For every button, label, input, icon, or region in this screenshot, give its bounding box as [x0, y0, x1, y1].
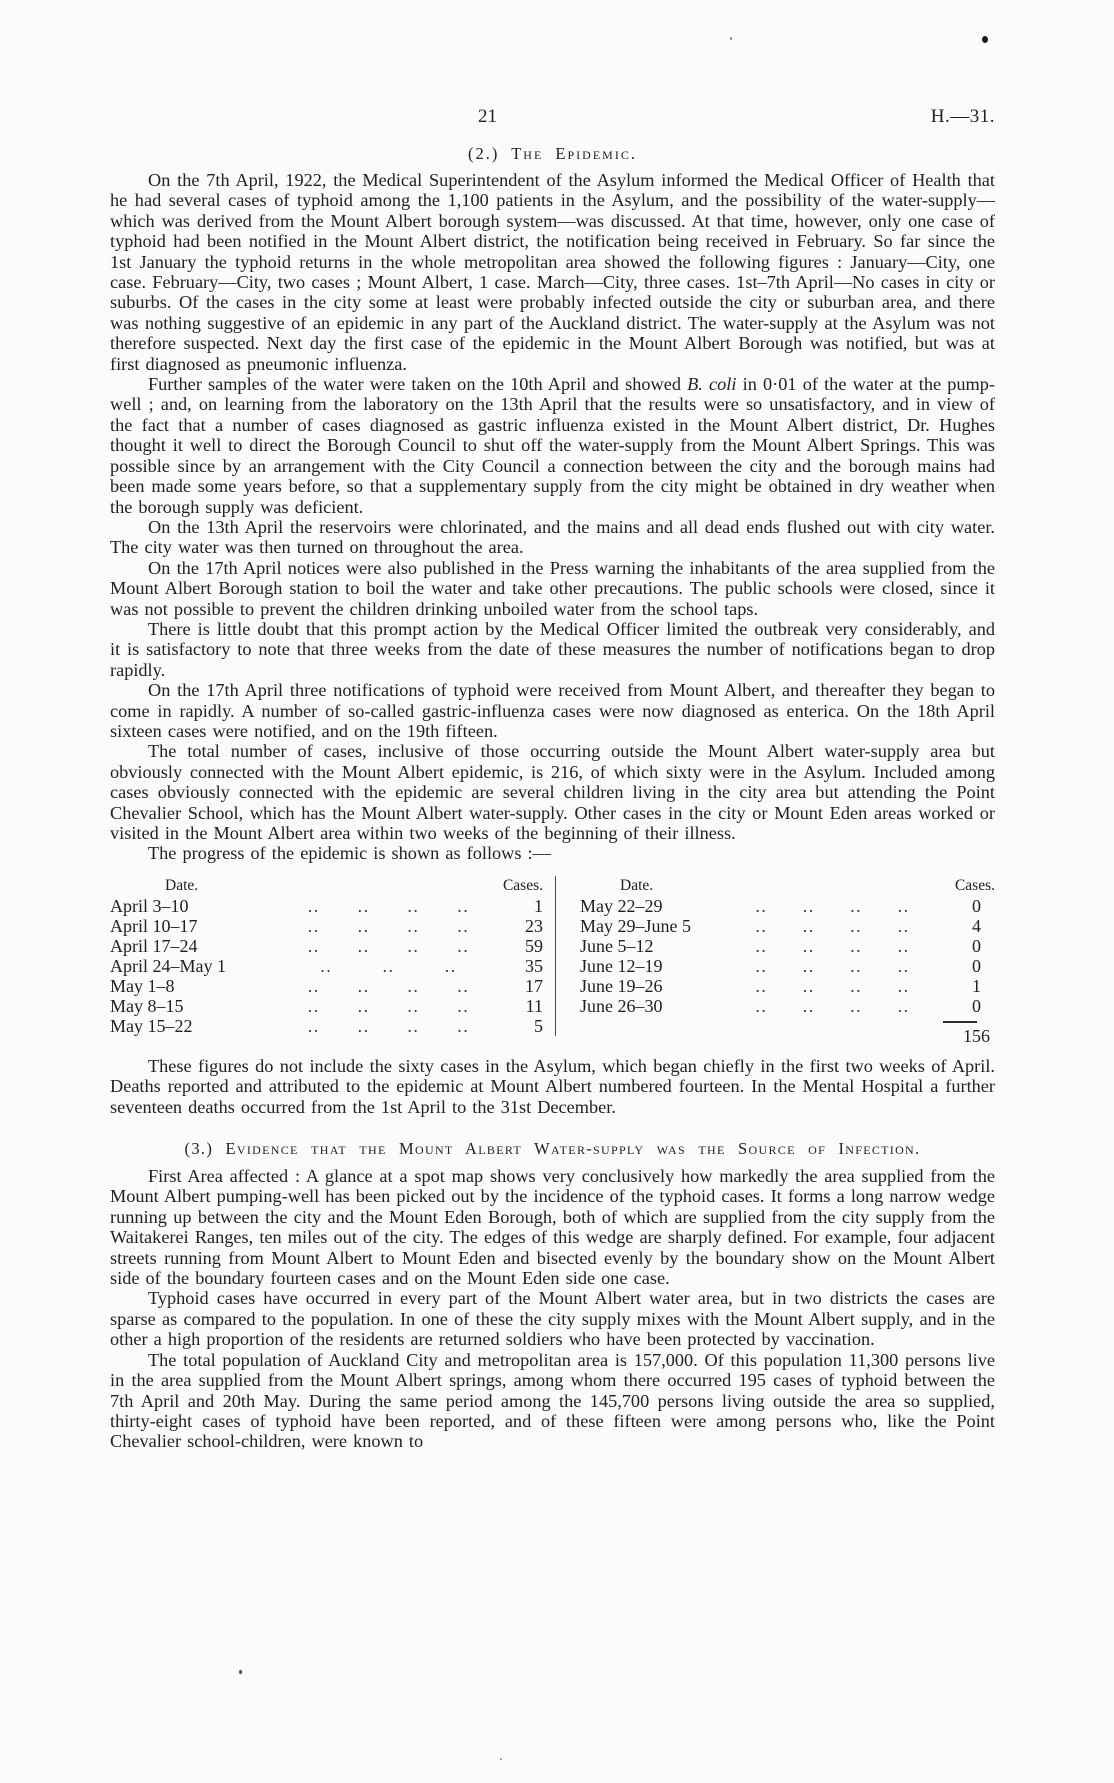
- paragraph-epidemic-1: On the 7th April, 1922, the Medical Superintendent of the Asylum informed the Medical Officer of Health that he had several cases of typhoid among the 1,100 patients in the Asylum, and the possibility of the water-supply—which was derived from the Mount Albert borough system—was discussed. At that time, however, only one case of typhoid had been notified in the Mount Albert district, the notification being received in February. So far since the 1st January the typhoid returns in the whole metropolitan area showed the following figures : January—City, one case. February—City, two cases ; Mount Albert, 1 case. March—City, three cases. 1st–7th April—No cases in city or suburbs. Of the cases in the city some at least were probably infected outside the city or suburban area, and there was nothing suggestive of an epidemic in any part of the Auckland district. The water-supply at the Asylum was not therefore suspected. Next day the first case of the epidemic in the Mount Albert Borough was notified, but was at first diagnosed as pneumonic influenza.: [110, 170, 995, 374]
- table-date: May 22–29: [580, 895, 663, 916]
- leader-dots: [270, 996, 507, 1016]
- leader-dots: [720, 956, 945, 976]
- paragraph-table-intro: The progress of the epidemic is shown as follows :—: [148, 843, 551, 864]
- table-cases: 4: [972, 915, 981, 936]
- paragraph-epidemic-2: [110, 374, 995, 517]
- table-row: [110, 916, 543, 936]
- leader-dots: [270, 936, 507, 956]
- table-cases: 1: [534, 895, 543, 916]
- section-2-heading: (2.) The Epidemic.: [468, 144, 637, 163]
- paragraph-text: in 0·01 of the water at the pump-well ; and, on learning from the laboratory on the 13th April that the results were so unsatisfactory, and in view of the fact that a number of cases diagnosed as gastric influenza existed in the Mount Albert district, Dr. Hughes thought it well to direct the Borough Council to shut off the water-supply from the Mount Albert Springs. This was possible since by an arrangement with the City Council a connection between the city and the borough mains had been made some years before, so that a supplementary supply from the city might be obtained in dry weather when the borough supply was deficient.: [110, 374, 995, 517]
- doc-reference: H.—31.: [930, 106, 995, 127]
- paragraph-epidemic-3: On the 13th April the reservoirs were chlorinated, and the mains and all dead ends flushed out with city water. The city water was then turned on throughout the area.: [110, 516, 995, 558]
- leader-dots: [270, 896, 507, 916]
- total-cases: 156: [963, 1025, 990, 1046]
- table-cases: 35: [525, 955, 543, 976]
- leader-dots: [720, 916, 945, 936]
- table-row: [110, 996, 543, 1016]
- paragraph-text: Further samples of the water were taken on the 10th April and showed: [148, 374, 688, 395]
- paragraph-epidemic-4: On the 17th April notices were also published in the Press warning the inhabitants of the area supplied from the Mount Albert Borough station to boil the water and take other precautions. The public schools were closed, since it was not possible to prevent the children drinking unboiled water from the school taps.: [110, 557, 995, 619]
- table-date: June 19–26: [580, 975, 663, 996]
- table-cases: 0: [972, 895, 981, 916]
- table-date: May 29–June 5: [580, 915, 691, 936]
- table-row: [110, 976, 543, 996]
- document-text-block: [110, 0, 995, 1452]
- table-cases: 23: [525, 915, 543, 936]
- paragraph-epidemic-9: These figures do not include the sixty cases in the Asylum, which began chiefly in the first two weeks of April. Deaths reported and attributed to the epidemic at Mount Albert numbered fourteen. In the Mental Hospital a further seventeen deaths occurred from the 1st April to the 31st December.: [110, 1055, 995, 1117]
- leader-dots: [720, 896, 945, 916]
- scan-speck: [500, 1758, 502, 1760]
- cases-column-header: Cases.: [502, 876, 543, 894]
- section-3-heading: (3.) Evidence that the Mount Albert Water-supply was the Source of Infection.: [184, 1139, 921, 1159]
- table-row: [110, 956, 543, 976]
- table-date: April 17–24: [110, 935, 198, 956]
- paragraph-epidemic-6: On the 17th April three notifications of typhoid were received from Mount Albert, and thereafter they began to come in rapidly. A number of so-called gastric-influenza cases were now diagnosed as enterica. On the 18th April sixteen cases were notified, and on the 19th fifteen.: [110, 680, 995, 741]
- date-column-header: Date.: [620, 876, 654, 894]
- scan-speck: [239, 1670, 242, 1674]
- leader-dots: [270, 976, 507, 996]
- table-cases: 0: [972, 935, 981, 956]
- table-cases: 59: [525, 935, 543, 956]
- table-cases: 17: [525, 975, 543, 996]
- total-rule: [943, 1021, 977, 1023]
- table-date: May 8–15: [110, 995, 184, 1016]
- epidemic-progress-table: [110, 876, 995, 1046]
- table-column-left: [110, 876, 556, 1036]
- table-date: June 12–19: [580, 955, 663, 976]
- table-row: [110, 936, 543, 956]
- table-header-row: [110, 876, 543, 896]
- table-row: [580, 956, 995, 976]
- paragraph-epidemic-7: The total number of cases, inclusive of those occurring outside the Mount Albert water-supply area but obviously connected with the Mount Albert epidemic, is 216, of which sixty were in the Asylum. Included among cases obviously connected with the epidemic are several children living in the city area but attending the Point Chevalier School, which has the Mount Albert water-supply. Other cases in the city or Mount Eden areas worked or visited in the Mount Albert area within two weeks of the beginning of their illness.: [110, 741, 995, 843]
- table-header-row: [580, 876, 995, 896]
- table-date: May 15–22: [110, 1015, 193, 1036]
- paragraph-evidence-2: Typhoid cases have occurred in every part of the Mount Albert water area, but in two districts the cases are sparse as compared to the population. In one of these the city supply mixes with the Mount Albert supply, and in the other a high proportion of the residents are returned soldiers who have been protected by vaccination.: [110, 1288, 995, 1350]
- table-date: April 3–10: [110, 895, 189, 916]
- table-cases: 5: [534, 1015, 543, 1036]
- table-date: June 5–12: [580, 935, 654, 956]
- table-row: [580, 896, 995, 916]
- leader-dots: [720, 936, 945, 956]
- table-row: [110, 896, 543, 916]
- paragraph-evidence-1: First Area affected : A glance at a spot map shows very conclusively how markedly the area supplied from the Mount Albert pumping-well has been picked out by the incidence of the typhoid cases. It forms a long narrow wedge running up between the city and the Mount Eden Borough, both of which are supplied from the city supply from the Waitakerei Ranges, ten miles out of the city. The edges of this wedge are sharply defined. For example, four adjacent streets running from Mount Albert to Mount Eden and bisected evenly by the boundary show on the Mount Albert side of the boundary fourteen cases and on the Mount Eden side one case.: [110, 1166, 995, 1289]
- table-date: April 24–May 1: [110, 955, 226, 976]
- italic-term: B. coli: [687, 374, 737, 395]
- table-row: [110, 1016, 543, 1036]
- date-column-header: Date.: [165, 876, 199, 894]
- leader-dots: [270, 916, 507, 936]
- table-row: [580, 916, 995, 936]
- leader-dots: [720, 976, 945, 996]
- leader-dots: [270, 1016, 507, 1036]
- table-column-right: [556, 876, 995, 1046]
- leader-dots: [270, 956, 507, 976]
- paragraph-epidemic-5: There is little doubt that this prompt action by the Medical Officer limited the outbreak very considerably, and it is satisfactory to note that three weeks from the date of these measures the number of notifications began to drop rapidly.: [110, 618, 995, 680]
- table-cases: 1: [972, 975, 981, 996]
- table-date: May 1–8: [110, 975, 175, 996]
- paragraph-evidence-3: The total population of Auckland City and metropolitan area is 157,000. Of this population 11,300 persons live in the area supplied from the Mount Albert springs, among whom there occurred 195 cases of typhoid between the 7th April and 20th May. During the same period among the 145,700 persons living outside the area so supplied, thirty-eight cases of typhoid have been reported, and of these fifteen were among persons who, like the Point Chevalier school-children, were known to: [110, 1349, 995, 1452]
- table-cases: 0: [972, 995, 981, 1016]
- page-number: 21: [478, 106, 497, 127]
- table-cases: 11: [525, 995, 543, 1016]
- table-row: [580, 996, 995, 1016]
- running-head: [110, 106, 995, 132]
- table-row: [580, 936, 995, 956]
- table-cases: 0: [972, 955, 981, 976]
- table-date: April 10–17: [110, 915, 198, 936]
- table-row: [580, 976, 995, 996]
- table-date: June 26–30: [580, 995, 663, 1016]
- cases-column-header: Cases.: [954, 876, 995, 894]
- leader-dots: [720, 996, 945, 1016]
